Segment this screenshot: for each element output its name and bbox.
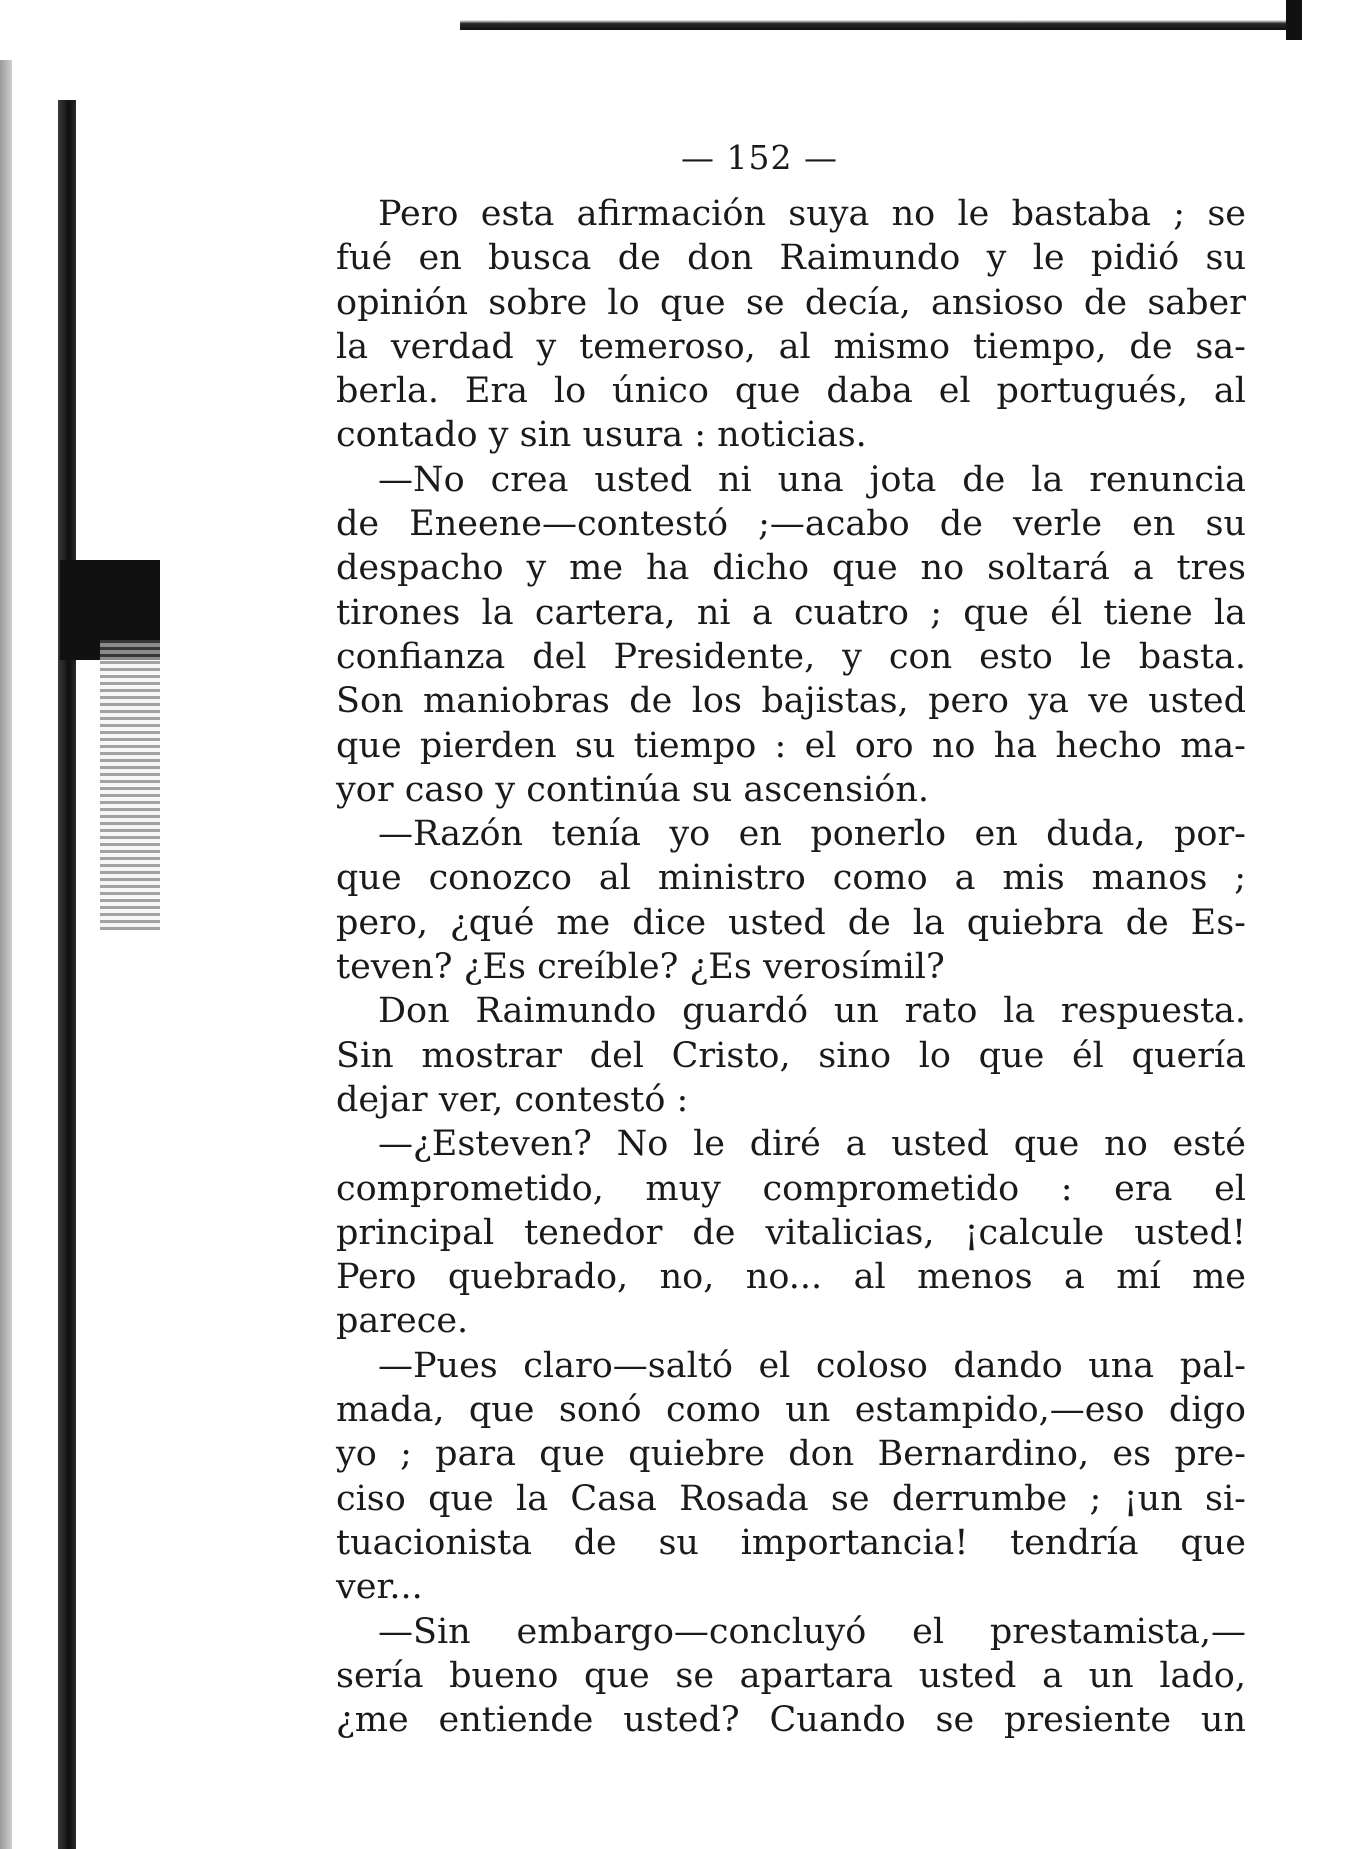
text-line: Don Raimundo guardó un rato la respuesta. — [378, 991, 1246, 1032]
text-line: despacho y me ha dicho que no soltará a tres — [336, 548, 1246, 589]
text-line: fué en busca de don Raimundo y le pidió su — [336, 238, 1246, 279]
text-line: comprometido, muy comprometido : era el — [336, 1168, 1246, 1209]
text-line: sería bueno que se apartara usted a un lado, — [336, 1655, 1246, 1696]
text-line: Pero quebrado, no, no... al menos a mí me — [336, 1257, 1246, 1298]
text-line: parece. — [336, 1301, 469, 1342]
text-line: que conozco al ministro como a mis manos ; — [336, 858, 1246, 899]
scan-top-rule — [460, 20, 1302, 30]
text-line: Son maniobras de los bajistas, pero ya ve usted — [336, 681, 1246, 722]
text-line: contado y sin usura : noticias. — [336, 415, 867, 456]
text-line: yor caso y continúa su ascensión. — [336, 769, 929, 810]
binding-speckle — [100, 640, 160, 930]
text-line: principal tenedor de vitalicias, ¡calcule usted! — [336, 1212, 1246, 1253]
binding-shadow — [58, 100, 76, 1849]
text-line: la verdad y temeroso, al mismo tiempo, de sa- — [336, 326, 1246, 367]
text-line: que pierden su tiempo : el oro no ha hecho ma- — [336, 725, 1246, 766]
text-line: yo ; para que quiebre don Bernardino, es pre- — [336, 1434, 1246, 1475]
text-line: confianza del Presidente, y con esto le basta. — [336, 636, 1246, 677]
page-number: — 152 — — [681, 138, 838, 177]
text-line: ver... — [336, 1567, 423, 1608]
text-line: mada, que sonó como un estampido,—eso digo — [336, 1390, 1246, 1431]
text-line: dejar ver, contestó : — [336, 1079, 689, 1120]
text-line: —No crea usted ni una jota de la renuncia — [378, 459, 1246, 500]
text-line: —¿Esteven? No le diré a usted que no esté — [378, 1124, 1246, 1165]
text-line: Sin mostrar del Cristo, sino lo que él quería — [336, 1035, 1246, 1076]
text-line: ciso que la Casa Rosada se derrumbe ; ¡un si- — [336, 1478, 1246, 1519]
binding-edge — [0, 60, 12, 1849]
text-line: opinión sobre lo que se decía, ansioso de saber — [336, 282, 1246, 323]
scan-top-block — [1286, 0, 1302, 40]
body-text — [336, 192, 1246, 1742]
text-line: —Razón tenía yo en ponerlo en duda, por- — [378, 814, 1246, 855]
text-line: ¿me entiende usted? Cuando se presiente un — [336, 1700, 1246, 1741]
text-line: Pero esta afirmación suya no le bastaba ; se — [378, 194, 1246, 234]
text-line: tuacionista de su importancia! tendría que — [336, 1522, 1246, 1563]
text-line: pero, ¿qué me dice usted de la quiebra de Es- — [336, 902, 1246, 943]
text-line: de Eneene—contestó ;—acabo de verle en su — [336, 504, 1246, 545]
text-line: berla. Era lo único que daba el portugués, al — [336, 371, 1246, 412]
text-line: —Sin embargo—concluyó el prestamista,— — [378, 1611, 1246, 1652]
text-line: tirones la cartera, ni a cuatro ; que él tiene la — [336, 592, 1246, 633]
text-line: teven? ¿Es creíble? ¿Es verosímil? — [336, 947, 945, 988]
text-line: —Pues claro—saltó el coloso dando una pal- — [378, 1345, 1246, 1386]
